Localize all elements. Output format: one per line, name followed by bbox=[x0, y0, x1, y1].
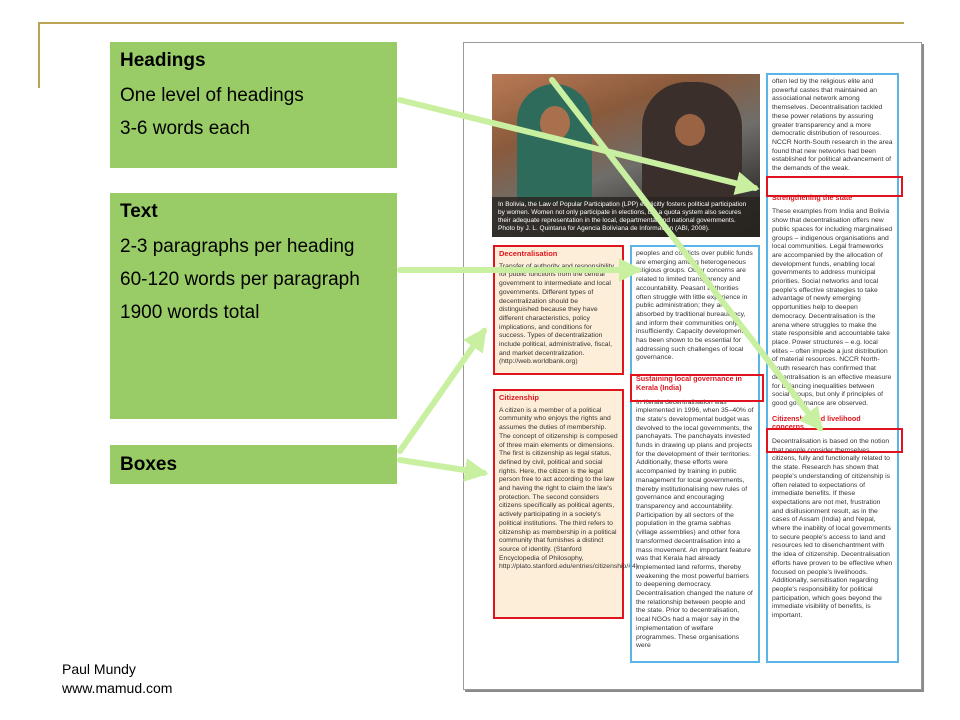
boxes-title: Boxes bbox=[120, 454, 178, 475]
sidebar-citizenship-title: Citizenship bbox=[499, 393, 540, 402]
heading-strengthening-state: Strengthening the state bbox=[772, 192, 853, 202]
sidebar-decentralisation-text: Transfer of authority and responsibility for public functions from the central government to intermediate and local governments. Different types of decentralization should be distinguished because they have different characteristics, policy implications, and conditions for success. Types of decentralization include political, administrative, fiscal, and market decentralization. (http://web.worldbank.org) bbox=[499, 262, 614, 366]
column-3-top-text: often led by the religious elite and powerful castes that maintained an associational network among themselves. Decentralisation tackled these power relations by assuring greater transparency and a more democratic distribution of resources. NCCR North-South research in the area found that new networks had been established for political advancement of the demands of the weak. bbox=[772, 78, 893, 173]
arrow-boxes-to-decentralisation bbox=[400, 331, 484, 451]
sidebar-decentralisation-title: Decentralisation bbox=[499, 249, 558, 258]
arrow-headings-to-citizenship-heading bbox=[552, 80, 820, 428]
column-2-top-text: peoples and conflicts over public funds are emerging among heterogeneous religious groups. Other concerns are related to limited transparency and accountability. Peasant authorities often struggle with little experience in public administration; they are absorbed by traditional bureaucracy, and inform their communities only insufficiently. Capacity development has been shown to be essential for addressing such challenges of local governance. bbox=[636, 250, 753, 362]
footer-author: Paul Mundy bbox=[62, 661, 136, 677]
heading-kerala: Sustaining local governance in Kerala (India) bbox=[636, 374, 742, 392]
text-line-1: 2-3 paragraphs per heading bbox=[120, 236, 355, 257]
footer bbox=[62, 660, 172, 698]
footer-site: www.mamud.com bbox=[62, 680, 173, 696]
column-3-mid-text: These examples from India and Bolivia show that decentralisation offers new public spaces for including marginalised groups – indigenous organisations and local communities. Legal frameworks are accompanied by the allocation of development funds, enabling local governments to address municipal priorities. Social networks and local people's effective strategies to take advantage of newly emerging opportunities help to deepen democracy. Decentralisation is the arena where struggles to make the state responsible and accountable take place. Power structures – e.g. local elites – often impede a just distribution of material resources. NCCR North-South research has confirmed that decentralisation is an effective measure for balancing inequalities between social groups, but only if principles of good governance are observed. bbox=[772, 208, 893, 407]
headings-line-1: One level of headings bbox=[120, 85, 304, 106]
sidebar-citizenship-text: A citizen is a member of a political community who enjoys the rights and assumes the duties of membership. The concept of citizenship is composed of three main elements or dimensions. The first is citizenship as legal status, defined by civil, political and social rights. Here, the citizen is the legal person free to act according to the law and having the right to claim the law's protection. The second considers citizens specifically as political agents, actively participating in a society's political institutions. The third refers to citizenship as membership in a political community that furnishes a distinct source of identity. (Stanford Encyclopedia of Philosophy, http://plato.stanford.edu/entries/citizenship/#4) bbox=[499, 406, 639, 571]
heading-citizenship-livelihood: Citizenship and livelihood concerns bbox=[772, 413, 861, 432]
column-3-bottom-text: Decentralisation is based on the notion that people consider themselves citizens, fully and functionally related to the state. Research has shown that people's understanding of citizenship is often related to expectations of immediate benefits. If these expectations are not met, frustration and disillusionment result, as in the cases of Assam (India) and Nepal, where the inability of local governments to secure people's access to land and resources led to disenchantment with the idea of citizenship. Decentralisation efforts have proven to be effective when focused on people's livelihoods. Additionally, sensitisation regarding people's responsibility for political participation, which goes beyond the immediate visibility of benefits, is important. bbox=[772, 438, 893, 620]
column-2-bottom-text: In Kerala decentralisation was implemented in 1996, when 35–40% of the state's developmental budget was devolved to the local governments, the panchayats. The panchayats invested funds in drawing up plans and projects for the development of their territories. Additionally, these efforts were accompanied by training in public management for local governments, thereby institutionalising new rules of governance and encouraging transparency and accountability. Participation by all sectors of the population in the grama sabhas (village assemblies) and other fora transformed decentralisation into a mass movement. An important feature was that Kerala had already implemented land reforms, thereby weakening the most powerful barriers to deepening democracy. Decentralisation changed the nature of the relationship between people and the state. Prior to decentralisation, local NGOs had a major say in the implementation of welfare programmes. These organisations were bbox=[636, 398, 754, 650]
photo-caption: In Bolivia, the Law of Popular Participation (LPP) explicitly fosters political participation by women. Women not only participate in elections, but a quota system also secures their adequate representation in the local, departmental and national governments. Photo by J. L. Quintana for Agencia Boliviana de Información (ABI, 2008). bbox=[492, 197, 760, 237]
text-line-3: 1900 words total bbox=[120, 302, 260, 323]
headings-line-2: 3-6 words each bbox=[120, 118, 250, 139]
arrow-boxes-to-citizenship bbox=[400, 460, 484, 473]
headings-title: Headings bbox=[120, 50, 206, 71]
text-line-2: 60-120 words per paragraph bbox=[120, 269, 360, 290]
text-title: Text bbox=[120, 201, 158, 222]
